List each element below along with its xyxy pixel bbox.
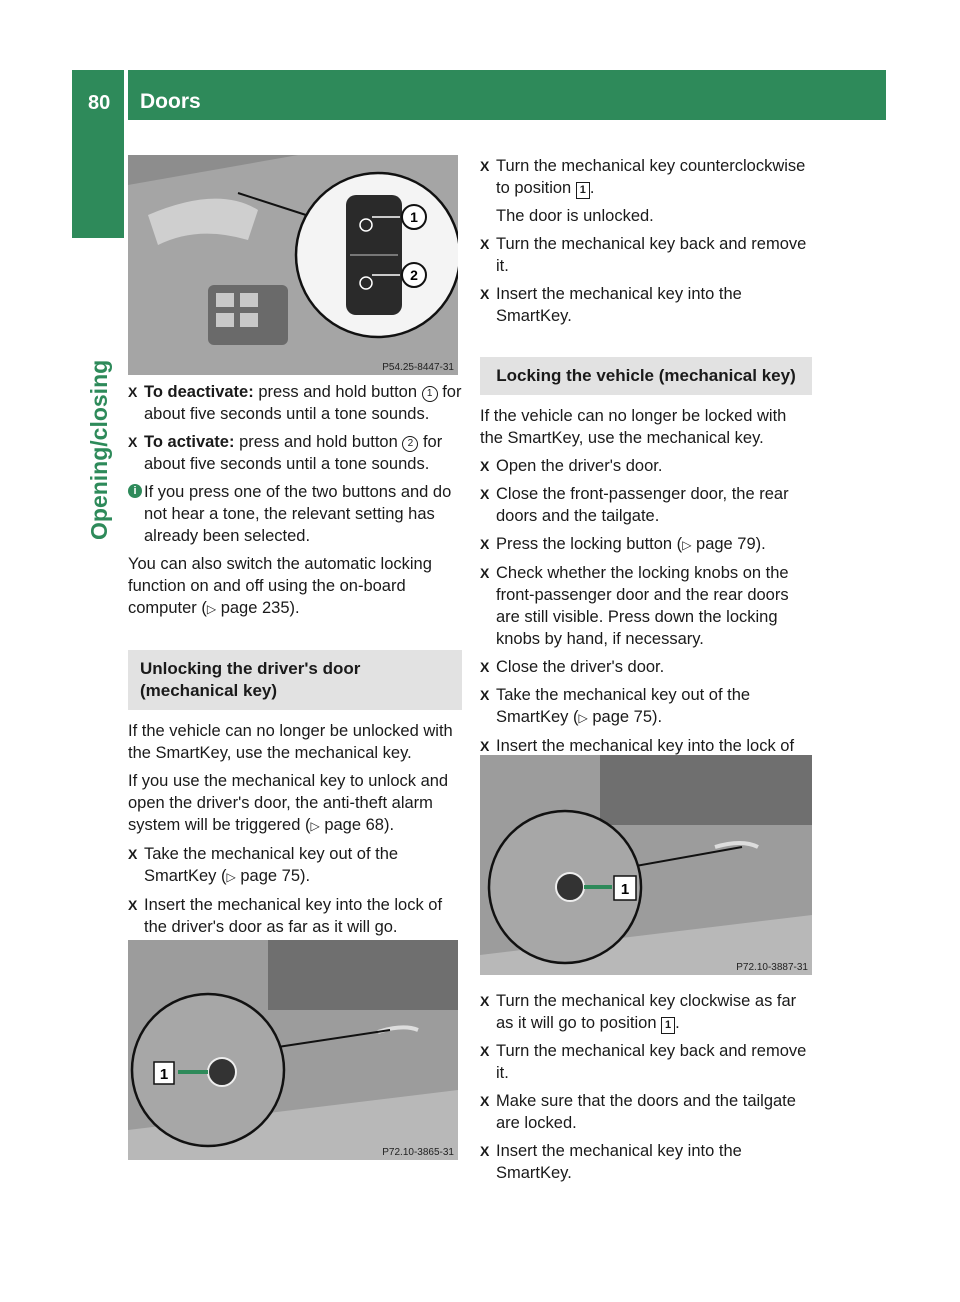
- arrow-icon: X: [480, 687, 490, 703]
- section-heading: Unlocking the driver's door (mechanical key): [128, 650, 462, 710]
- info-icon: i: [128, 484, 142, 498]
- bullet: X Insert the mechanical key into the SmartKey.: [480, 1142, 742, 1182]
- box-number: 1: [661, 1017, 675, 1034]
- bullet: X Insert the mechanical key into the lock of: [480, 737, 795, 755]
- bullet: X Take the mechanical key out of the SmartKey (▷ page 75).: [480, 686, 751, 726]
- arrow-icon: X: [480, 659, 490, 675]
- bullet: X Turn the mechanical key back and remove it.: [480, 235, 807, 275]
- arrow-icon: X: [480, 158, 490, 174]
- page-ref-icon: ▷: [226, 870, 236, 884]
- page-ref-icon: ▷: [310, 819, 320, 833]
- page-number: 80: [88, 92, 111, 114]
- bullet: X Insert the mechanical key into the SmartKey.: [480, 285, 742, 325]
- bullet: X Press the locking button (▷ page 79).: [480, 535, 766, 553]
- section-heading: Locking the vehicle (mechanical key): [480, 357, 812, 395]
- bullet: X Turn the mechanical key counterclockwise to position 1 .: [480, 157, 806, 197]
- bullet: X Close the driver's door.: [480, 658, 665, 676]
- figure-door-lock-unlock: [128, 940, 458, 1160]
- callout-2: 2: [410, 267, 418, 283]
- paragraph: You can also switch the automatic locking function on and off using the on-board computer (▷ page 235).: [128, 555, 432, 617]
- bullet: X Insert the mechanical key into the lock of the driver's door as far as it will go.: [128, 896, 443, 936]
- page-number-box: [72, 70, 124, 120]
- arrow-icon: X: [128, 434, 138, 450]
- door-lock-illustration: [128, 940, 458, 1160]
- arrow-icon: X: [480, 486, 490, 502]
- arrow-icon: X: [480, 1043, 490, 1059]
- bullet: X Take the mechanical key out of the SmartKey (▷ page 75).: [128, 845, 399, 885]
- page-ref-icon: ▷: [206, 602, 217, 616]
- figure-code: P54.25-8447-31: [382, 362, 454, 373]
- box-number: 1: [576, 182, 590, 199]
- right-column-lower: [480, 990, 812, 1190]
- page-ref-icon: ▷: [682, 538, 692, 552]
- side-label: Opening/closing: [86, 359, 112, 540]
- callout-1: 1: [620, 881, 630, 898]
- result-text: The door is unlocked.: [496, 207, 654, 225]
- bullet: X Check whether the locking knobs on the front-passenger door and the rear doors are still visible. Press down the locking knobs by hand, if necessary.: [480, 564, 789, 648]
- arrow-icon: X: [480, 1143, 490, 1159]
- door-buttons-illustration: [128, 155, 458, 375]
- side-label-wrap: [86, 359, 118, 541]
- figure-code: P72.10-3865-31: [382, 1147, 454, 1158]
- bullet: X Close the front-passenger door, the rear doors and the tailgate.: [480, 485, 789, 525]
- arrow-icon: X: [128, 384, 138, 400]
- bullet-deactivate: X To deactivate: press and hold button 1 for about five seconds until a tone sounds.: [128, 383, 462, 423]
- arrow-icon: X: [480, 236, 490, 252]
- paragraph: If the vehicle can no longer be locked with the SmartKey, use the mechanical key.: [480, 407, 787, 447]
- callout-1: 1: [410, 209, 418, 225]
- figure-code: P72.10-3887-31: [736, 962, 808, 973]
- arrow-icon: X: [128, 897, 138, 913]
- paragraph: If the vehicle can no longer be unlocked with the SmartKey, use the mechanical key.: [128, 722, 453, 762]
- bullet: X Turn the mechanical key clockwise as far as it will go to position 1 .: [480, 992, 797, 1032]
- right-column: [480, 155, 812, 785]
- figure-door-lock-lock: [480, 755, 812, 975]
- left-column: [128, 381, 462, 944]
- arrow-icon: X: [480, 993, 490, 1009]
- header-bar: [128, 70, 886, 120]
- circle-number: 1: [422, 386, 438, 402]
- callout-1: 1: [159, 1066, 169, 1083]
- arrow-icon: X: [480, 458, 490, 474]
- circle-number: 2: [402, 436, 418, 452]
- arrow-icon: X: [480, 1093, 490, 1109]
- bullet: X Turn the mechanical key back and remove it.: [480, 1042, 807, 1082]
- arrow-icon: X: [480, 286, 490, 302]
- bullet: X Make sure that the doors and the tailgate are locked.: [480, 1092, 796, 1132]
- arrow-icon: X: [480, 536, 490, 552]
- figure-door-buttons: [128, 155, 458, 375]
- arrow-icon: X: [128, 846, 138, 862]
- arrow-icon: X: [480, 565, 490, 581]
- bullet: X Open the driver's door.: [480, 457, 663, 475]
- door-lock-illustration: [480, 755, 812, 975]
- side-tab: [72, 120, 124, 238]
- arrow-icon: X: [480, 738, 490, 754]
- page-ref-icon: ▷: [578, 711, 588, 725]
- paragraph: If you use the mechanical key to unlock and open the driver's door, the anti-theft alarm system will be triggered (▷ page 68).: [128, 772, 449, 834]
- page-title: Doors: [140, 90, 201, 113]
- info-note: i If you press one of the two buttons and do not hear a tone, the relevant setting has already been selected.: [128, 481, 462, 547]
- bullet-activate: X To activate: press and hold button 2 for about five seconds until a tone sounds.: [128, 433, 443, 473]
